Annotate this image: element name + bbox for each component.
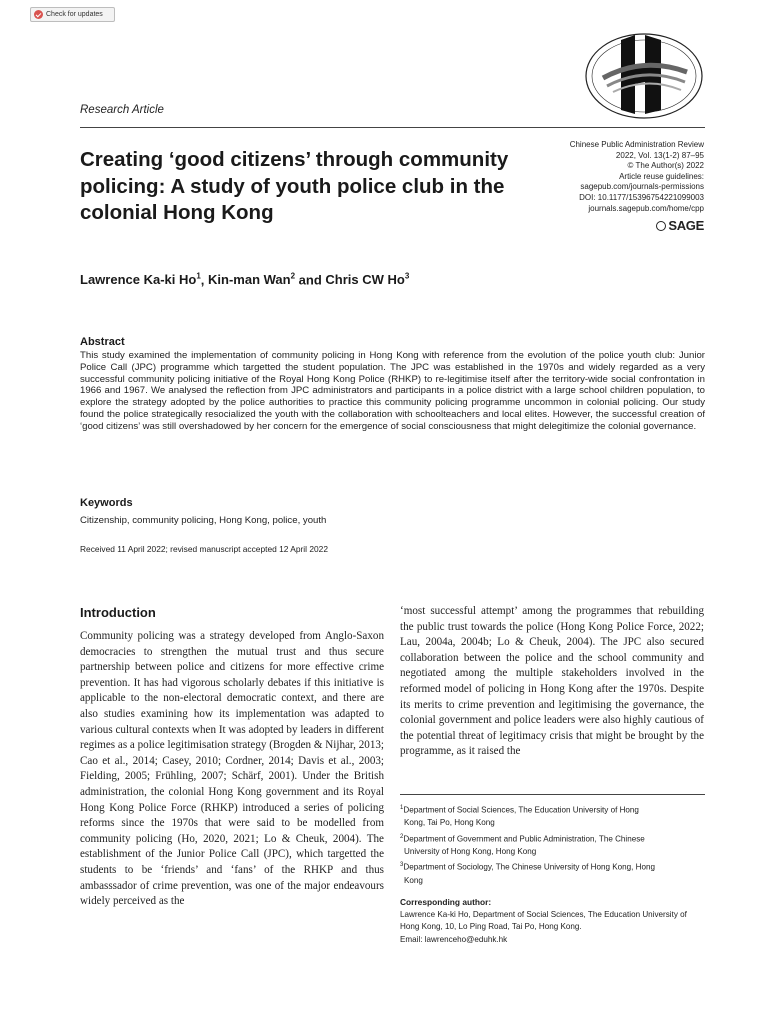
abstract-heading: Abstract	[80, 336, 125, 348]
corresponding-author-text: Lawrence Ka-ki Ho, Department of Social Sciences, The Education University of Hong Kong, 10, Lo Ping Road, Tai Po, Hong Kong.	[400, 909, 687, 932]
introduction-left-column: Community policing was a strategy developed from Anglo-Saxon democracies to strengthen the mutual trust and thus secure partnership between police and citizens for more effective crime prevention. It has had vigorous scholarly debates if this initiative is applicable to the non-electoral democratic context, and there are also studies examining how its implementation was adapted to various cultural contexts when It was adopted by leaders in different regimes as a police legitimisation strategy (Brogden & Nijhar, 2013; Cao et al., 2014; Casey, 2010; Cordner, 2014; Davis et al., 2003; Fielding, 2005; Frühling, 2007; Schärf, 2001). Under the British administration, the colonial Hong Kong government and its Royal Hong Kong Police Force (RHKP) introduced a series of policing reforms since the 1970s that were said to be modelled from community policing (Ho, 2020, 2021; Lo & Cheuk, 2004). The establishment of the Junior Police Call (JPC), which targetted the students to be ‘friends’ and ‘fans’ of the RHKP and thus ambasssador of crime prevention, was one of the major endeavours widely perceived as the	[80, 630, 384, 908]
journal-volume: 2022, Vol. 13(1-2) 87–95	[615, 150, 704, 160]
sage-logo	[656, 218, 704, 233]
author-2[interactable]: Kin-man Wan$^2$	[208, 272, 296, 288]
received-dates: Received 11 April 2022; revised manuscript accepted 12 April 2022	[80, 544, 328, 554]
journal-reuse-link[interactable]: sagepub.com/journals-permissions	[580, 182, 704, 192]
abstract-text: This study examined the implementation of community policing in Hong Kong with reference from the evolution of the police youth club: Junior Police Call (JPC) programme which targetted the student population. The JPC was established in the 1970s and widely regarded as a very successful community policing initiative of the Royal Hong Kong Police (RHKP) to re-legitimise itself after the territory-wide social confrontation in 1966 and 1967. We analysed the reflection from JPC administrators and participants in a police district with a large school children population, to explore the strategy adopted by the police authorities to practice this community policing programme uncommon in colonial policing. Our study found the police strategically resocialized the youth with the collaboration with schoolteachers and local elites. However, the successful creation of ‘good citizens’ was still overshadowed by her concern for the emergence of social consciousness that might delegitimize the colonial governance.	[80, 350, 705, 432]
check-icon	[34, 10, 43, 19]
corresponding-author-heading: Corresponding author:	[400, 897, 492, 908]
article-type: Research Article	[80, 104, 164, 116]
article-title: Creating ‘good citizens’ through community policing: A study of youth police club in the colonial Hong Kong	[80, 148, 509, 224]
journal-home-link[interactable]: journals.sagepub.com/home/cpp	[588, 203, 704, 213]
footnote-1: $^1$Department of Social Sciences, The Education University of Hong Kong, Tai Po, Hong Kong	[400, 805, 639, 828]
keywords-text: Citizenship, community policing, Hong Kong, police, youth	[80, 515, 327, 526]
footnote-3: $^3$Department of Sociology, The Chinese University of Hong Kong, Hong Kong	[400, 862, 655, 885]
introduction-right-column: ‘most successful attempt’ among the programmes that rebuilding the public trust towards the police (Hong Kong Police Force, 2022; Lau, 2004a, 2004b; Lo & Cheuk, 2004). The JPC also secured collaboration between the police and the school community and negotiated among the multiple stakeholders involved in the reformed model of policing in Hong Kong after the 1970s. Despite its merits to crime prevention and legitimising the governance, the colonial government and police leaders were also highly cautious of the potential threat of legitimacy crisis that might be brought by the programme, as it raised the	[400, 605, 704, 758]
journal-logo	[583, 26, 705, 122]
check-for-updates-label: Check for updates	[46, 11, 103, 18]
sage-logo-text: SAGE	[668, 218, 704, 233]
sage-mark-icon	[656, 221, 666, 231]
corresponding-author-email[interactable]: Email: lawrenceho@eduhk.hk	[400, 934, 508, 944]
journal-copyright: © The Author(s) 2022	[627, 161, 704, 171]
author-3[interactable]: Chris CW Ho$^3$	[325, 272, 410, 288]
journal-meta	[464, 140, 704, 214]
journal-reuse: Article reuse guidelines:	[619, 171, 704, 181]
footnotes	[400, 802, 705, 946]
check-for-updates-button[interactable]	[30, 7, 115, 22]
author-1[interactable]: Lawrence Ka-ki Ho$^1$	[80, 272, 201, 288]
footnote-2: $^2$Department of Government and Public Administration, The Chinese University of Hong Kong, Hong Kong	[400, 833, 645, 856]
keywords-heading: Keywords	[80, 497, 133, 509]
journal-doi[interactable]: DOI: 10.1177/15396754221099003	[579, 192, 704, 202]
footnote-rule	[400, 794, 705, 795]
journal-name: Chinese Public Administration Review	[569, 140, 704, 149]
introduction-heading: Introduction	[80, 605, 156, 620]
header-rule	[80, 127, 705, 128]
author-list: Lawrence Ka-ki Ho$^1$, Kin-man Wan$^2$ and Chris CW Ho$^3$	[80, 272, 410, 288]
